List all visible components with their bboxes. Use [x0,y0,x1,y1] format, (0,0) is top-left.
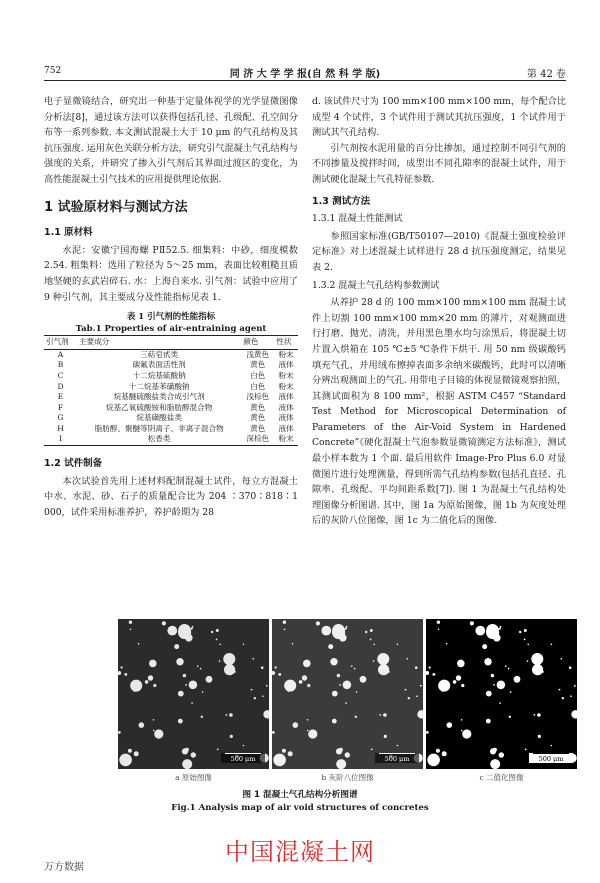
table-header-cell: 性状 [274,336,298,350]
air-void-dot [219,644,221,646]
table-cell: C [57,370,64,380]
air-void-dot [217,749,219,751]
table-cell: 黄色 [250,413,266,423]
air-void-dot [405,689,407,691]
table-cell: 松香类 [77,434,241,445]
air-void-dot [206,676,213,683]
table-cell: 黄色 [250,402,266,412]
air-void-dot [570,695,572,697]
air-void-dot [133,690,135,692]
air-void-dot [154,729,163,738]
air-void-dot [337,674,340,677]
air-void-dot [484,658,491,665]
table-cell: 浅棕色 [246,392,270,402]
continued-paragraph: d. 该试件尺寸为 100 mm×100 mm×100 mm，每个配合比成型 4 个试件，3 个试件用于测试其抗压强度，1 个试件用于测试其气孔结构. [312,96,566,139]
air-void-dot [148,675,153,680]
air-void-dot [490,748,496,754]
air-void-dot [211,631,213,633]
air-void-dot [407,658,409,660]
air-void-dot [383,713,387,717]
table-cell: 碳氟表面活性剂 [132,360,186,370]
table-cell: E [57,392,64,402]
specimen-paragraph: 本次试验首先用上述材料配制混凝土试件，每立方混凝土中水、水泥、砂、石子的质量配合比为 204 ∶370∶818∶1 000，试件采用标准养护，养护龄期为 28 [44,475,298,518]
dosage-paragraph: 引气剂按水泥用量的百分比掺加，通过控制不同引气剂的不同掺量及搅拌时间，成型出不同孔隙率的混凝土试件，用于测试硬化混凝土气孔特征参数. [312,142,566,185]
air-void-dot [537,713,541,717]
air-void-dot [118,731,121,734]
air-void-dot [185,684,187,686]
air-void-dot [432,673,435,676]
table-cell: 黄色 [250,360,266,370]
air-void-dot [510,691,512,693]
air-void-dot [284,680,296,692]
air-void-dot [261,666,264,669]
air-void-dot [225,714,227,716]
air-void-dot [408,697,410,699]
section-1-title: 1 试验原材料与测试方法 [44,199,188,215]
air-void-dot [176,658,183,665]
air-void-dot [275,666,277,668]
table-cell: A [57,349,64,359]
section-1-2-title: 1.2 试件制备 [44,458,103,470]
table-cell: 十二烷基苯磺酸钠 [128,381,190,391]
air-void-dot [486,624,499,637]
air-void-dot [121,666,123,668]
air-void-dot [379,714,381,716]
table-cell: 十二烷基硫酸钠 [132,370,186,380]
air-void-dot [178,624,191,637]
air-void-dot [191,752,196,757]
table-cell: 粉末 [278,349,294,359]
air-void-dot [500,626,502,628]
air-void-dot [438,629,440,631]
air-void-dot [461,730,463,732]
air-void-dot [130,680,142,692]
air-void-dot [470,621,474,625]
air-void-dot [486,691,492,697]
air-void-dot [288,751,293,756]
air-void-dot [251,689,253,691]
table-cell: 液体 [278,392,294,402]
air-void-dot [124,673,127,676]
air-void-dot [191,702,193,704]
air-void-dot [178,719,183,724]
air-void-dot [200,668,202,670]
air-void-dot [336,759,346,769]
air-void-dot [509,716,511,718]
air-void-dot [339,684,341,686]
air-void-dot [420,685,422,687]
air-void-dot [162,621,166,625]
air-void-dot [183,674,186,677]
air-void-dot [282,749,286,753]
air-void-dot [307,684,310,687]
page-number: 752 [44,66,62,76]
figure-image-binary [426,619,577,769]
table-cell: 粉末 [278,381,294,391]
air-void-dot [524,629,527,632]
air-void-dot [129,757,131,759]
air-void-dot [153,719,155,721]
air-void-dot [524,639,526,641]
table-row [44,392,298,403]
scale-bar [221,753,265,763]
air-void-dot [461,684,464,687]
grayscale-image-svg [272,619,423,769]
air-void-dot [302,675,307,680]
table-header-cell: 引气剂 [44,336,77,350]
air-void-dot [475,626,485,636]
table-cell: 三萜皂甙类 [140,349,179,359]
table-title-en: Tab.1 Properties of air-entraining agent [75,324,267,335]
air-void-dot [532,664,543,675]
air-void-dot [482,644,487,649]
air-void-dot [437,757,439,759]
table-cell: D [57,381,64,391]
air-void-dot [345,752,350,757]
air-void-dot [202,691,204,693]
air-void-dot [139,722,145,728]
volume-label: 第 42 卷 [526,69,566,80]
strength-test-paragraph: 参照国家标准(GB/T50107—2010)《混凝土强度检验评定标准》对上述混凝土试样进行 28 d 抗压强度测定，结果见表 2. [312,230,566,273]
air-void-dot [230,735,233,738]
air-void-dot [321,626,331,636]
air-void-dot [299,680,303,684]
air-void-dot [149,660,157,668]
air-void-dot [307,719,309,721]
air-void-dot [490,759,500,769]
air-void-dot [370,639,372,641]
air-void-dot [397,644,399,646]
table-row [44,434,298,445]
table-cell: 黄色 [250,423,266,433]
section-1-3-title: 1.3 测试方法 [312,195,371,207]
air-void-dot [262,695,264,697]
table-cell: I [44,434,77,445]
air-void-dot [441,690,443,692]
air-void-dot [551,644,553,646]
air-void-dot [574,685,576,687]
air-void-dot [328,644,333,649]
air-void-dot [216,629,219,632]
air-void-dot [457,660,465,668]
air-void-dot [562,697,564,699]
table-cell: 脂肪醇、聚醚等阴离子、非离子混合物 [94,423,224,433]
table-cell: 粉末 [278,370,294,380]
air-void-dot [145,680,149,684]
air-void-dot [462,729,471,738]
air-void-dot [377,653,389,665]
air-void-dot [538,735,541,738]
table-cell: 烷基磺酸盐类 [136,413,182,423]
air-void-dot [332,719,337,724]
table-cell: 液体 [278,402,294,412]
air-void-dot [429,666,431,668]
air-void-dot [497,681,506,690]
air-void-dot [292,643,294,645]
air-void-dot [360,676,367,683]
air-void-dot [551,745,553,747]
air-void-dot [493,684,495,686]
scale-bar-label: 500 μm [384,755,410,763]
table-header-cell: 颜色 [241,336,274,350]
scale-bar-label: 500 μm [230,755,256,763]
air-void-dot [499,752,504,757]
table-cell: 深棕色 [241,434,274,445]
scale-bar-label: 500 μm [538,755,564,763]
subcaption-c: c 二值化图像 [479,773,524,782]
table-row [44,371,298,382]
air-void-dot [436,749,440,753]
air-void-dot [453,680,457,684]
figure-image-original [118,619,269,769]
air-void-dot [197,665,199,667]
air-void-dot [284,629,286,631]
air-void-dot [486,719,491,724]
table-cell: 白色 [250,381,266,391]
air-void-dot [336,748,342,754]
air-void-dot [346,626,348,628]
air-void-dot [303,660,311,668]
table-header-cell: 主要成分 [77,336,241,350]
subcaption-b: b 灰阶八位图像 [321,773,374,782]
table-cell: 烷基乙氧硫酸铵和脂肪醇混合物 [105,402,213,412]
original-image-svg [118,619,269,769]
table-cell: 白色 [250,370,266,380]
air-void-dot [415,666,418,669]
footer-source: 万方数据 [44,862,84,873]
air-void-dot [192,626,194,628]
air-void-dot [384,735,387,738]
table-header-row [44,336,298,350]
air-void-dot [224,664,235,675]
air-void-dot [559,689,561,691]
binary-image-svg [426,619,577,769]
air-void-dot [153,684,156,687]
air-void-dot [229,713,233,717]
air-void-dot [437,621,440,624]
table-cell: 液体 [278,413,294,423]
right-column [312,94,566,529]
air-void-dot [138,643,140,645]
air-void-dot [345,702,347,704]
air-void-dot [253,658,255,660]
table-row [44,382,298,393]
air-void-dot [332,691,338,697]
air-void-dot [514,676,521,683]
running-header [44,62,566,81]
air-void-dot [499,702,501,704]
table-row [44,424,298,435]
air-void-dot [370,629,373,632]
air-void-dot [119,754,132,767]
table-cell: 浅黄色 [246,349,270,359]
air-void-dot [531,653,543,665]
air-void-dot [533,714,535,716]
properties-table [44,335,298,446]
scale-bar [375,753,419,763]
section-1-3-1-title: 1.3.1 混凝土性能测试 [312,213,403,225]
table-cell: 烷基醚硫酸盐类合成引气剂 [113,392,205,402]
materials-paragraph: 水泥：安徽宁国海螺 PⅡ52.5. 细集料：中砂，细度模数 2.54. 粗集料：选用了粒径为 5～25 mm，表面比较粗糙且质地坚硬的玄武岩碎石. 水：上海自来水. 引气剂：试验中应用了 9 种引气剂，其主要成分及性能指标见表 1. [44,244,298,303]
air-void-dot [354,668,356,670]
section-1-3-2-title: 1.3.2 混凝土气孔结构参数测试 [312,279,440,291]
air-void-dot [316,621,320,625]
air-void-dot [272,731,275,734]
air-void-dot [129,621,132,624]
table-row [44,413,298,424]
air-void-dot [283,621,286,624]
watermark: 中国混凝土网 [225,838,375,866]
air-void-dot [273,754,286,767]
air-void-dot [219,660,221,662]
table-row [44,403,298,414]
air-void-dot [153,730,155,732]
journal-name: 同 济 大 学 学 报(自 然 科 学 版) [229,69,381,80]
air-void-dot [287,690,289,692]
left-column [44,94,298,520]
air-void-dot [128,749,132,753]
air-void-dot [561,658,563,660]
air-void-dot [254,697,256,699]
air-void-dot [575,717,577,719]
air-void-dot [293,722,299,728]
air-void-dot [416,695,418,697]
scale-bar [529,753,573,763]
table-cell: G [57,413,64,423]
air-void-dot [447,722,453,728]
table-row [44,349,298,360]
figure-caption-en: Fig.1 Analysis map of air void structures of concretes [171,803,429,813]
air-void-dot [371,749,373,751]
air-void-dot [243,745,245,747]
air-void-dot [373,644,375,646]
air-void-dot [189,681,198,690]
air-void-dot [442,751,447,756]
air-void-dot [343,681,352,690]
air-void-dot [345,628,347,630]
air-void-dot [421,717,423,719]
air-void-dot [491,674,494,677]
air-void-dot [525,749,527,751]
air-void-dot [174,644,179,649]
air-void-dot [216,639,218,641]
air-void-dot [499,628,501,630]
air-void-dot [134,751,139,756]
air-void-dot [201,716,203,718]
air-void-dot [243,644,245,646]
air-void-dot [182,759,192,769]
air-void-dot [267,717,269,719]
air-void-dot [505,665,507,667]
air-void-dot [527,644,529,646]
air-void-dot [308,729,317,738]
intro-paragraph: 电子显微镜结合，研究出一种基于定量体视学的光学显微图像分析法[8]，通过该方法可以获得包括孔径、孔级配、孔空间分布等一系列参数. 本文测试混凝土大于 10 μm 的气孔结构及其抗压强度. 运用灰色关联分析方法，研究引气混凝土气孔结构与强度的关系，并研究了掺入引气剂后其界面过渡区的变化，为高性能混凝土引气技术的应用提供理论依据. [44,96,298,185]
air-void-dot [461,719,463,721]
air-void-dot [456,675,461,680]
air-void-dot [167,626,177,636]
air-void-dot [307,730,309,732]
air-void-dot [351,665,353,667]
air-void-dot [365,631,367,633]
table-row [44,360,298,371]
air-void-dot [182,748,188,754]
table-title-cn: 表 1 引气剂的性能指标 [126,312,216,323]
air-void-dot [356,691,358,693]
table-cell: B [57,360,64,370]
subcaption-a: a 原始图像 [175,773,212,782]
air-void-dot [330,658,337,665]
air-void-dot [332,624,345,637]
air-void-dot [178,691,184,697]
air-void-dot [378,664,389,675]
air-void-dot [519,631,521,633]
figure-image-grayscale [272,619,423,769]
air-void-dot [438,680,450,692]
air-void-dot [427,754,440,767]
table-cell: 粉末 [274,434,298,445]
air-void-dot [527,660,529,662]
air-void-dot [223,653,235,665]
air-void-dot [191,628,193,630]
air-void-dot [426,731,429,734]
air-void-dot [130,629,132,631]
air-void-dot [508,668,510,670]
air-void-dot [373,660,375,662]
air-void-dot [283,757,285,759]
table-cell: 液体 [278,423,294,433]
air-void-dot [397,745,399,747]
table-cell: H [57,423,64,433]
table-cell: F [57,402,64,412]
section-1-1-title: 1.1 原材料 [44,227,93,239]
air-void-dot [278,673,281,676]
table-cell: 液体 [278,360,294,370]
void-test-paragraph: 从养护 28 d 的 100 mm×100 mm×100 mm 混凝土试件上切割 100 mm×100 mm×20 mm 的薄片，对观测面进行打磨、抛光、清洗，并用黑色墨水均匀涂黑后，将混凝土切片置入烘箱在 105 ℃±5 ℃条件下烘干. 用 50 nm 级碳酸钙填充气孔，并用绒布擦掉表面多余纳米碳酸钙，此时可以清晰分辨出观测面上的气孔. 用带电子目镜的体视显微镜观察拍照，其测试面积为 8 100 mm²，根据 ASTM C457 “Standard Test Method for Microscopical Determination of Parameters of the Air-Void System in Hardened Concrete”《硬化混凝土气泡参数显微镜测定方法标准》，测试最小样本数为 1 个面. 最后用软件 Image-Pro Plus 6.0 对显微图片进行处理测量，得到所需气孔结构参数(包括孔直径、孔隙率、孔级配、平均间距系数[7]). 图 1 为混凝土气孔结构处理图像分析图谱. 其中，图 1a 为原始图像，图 1b 为灰度处理后的灰阶八位图像，图 1c 为二值化后的图像. [312,297,566,527]
air-void-dot [569,666,572,669]
air-void-dot [446,643,448,645]
air-void-dot [355,716,357,718]
air-void-dot [266,685,268,687]
figure-caption-cn: 图 1 混凝土气孔结构分析图谱 [242,790,358,800]
